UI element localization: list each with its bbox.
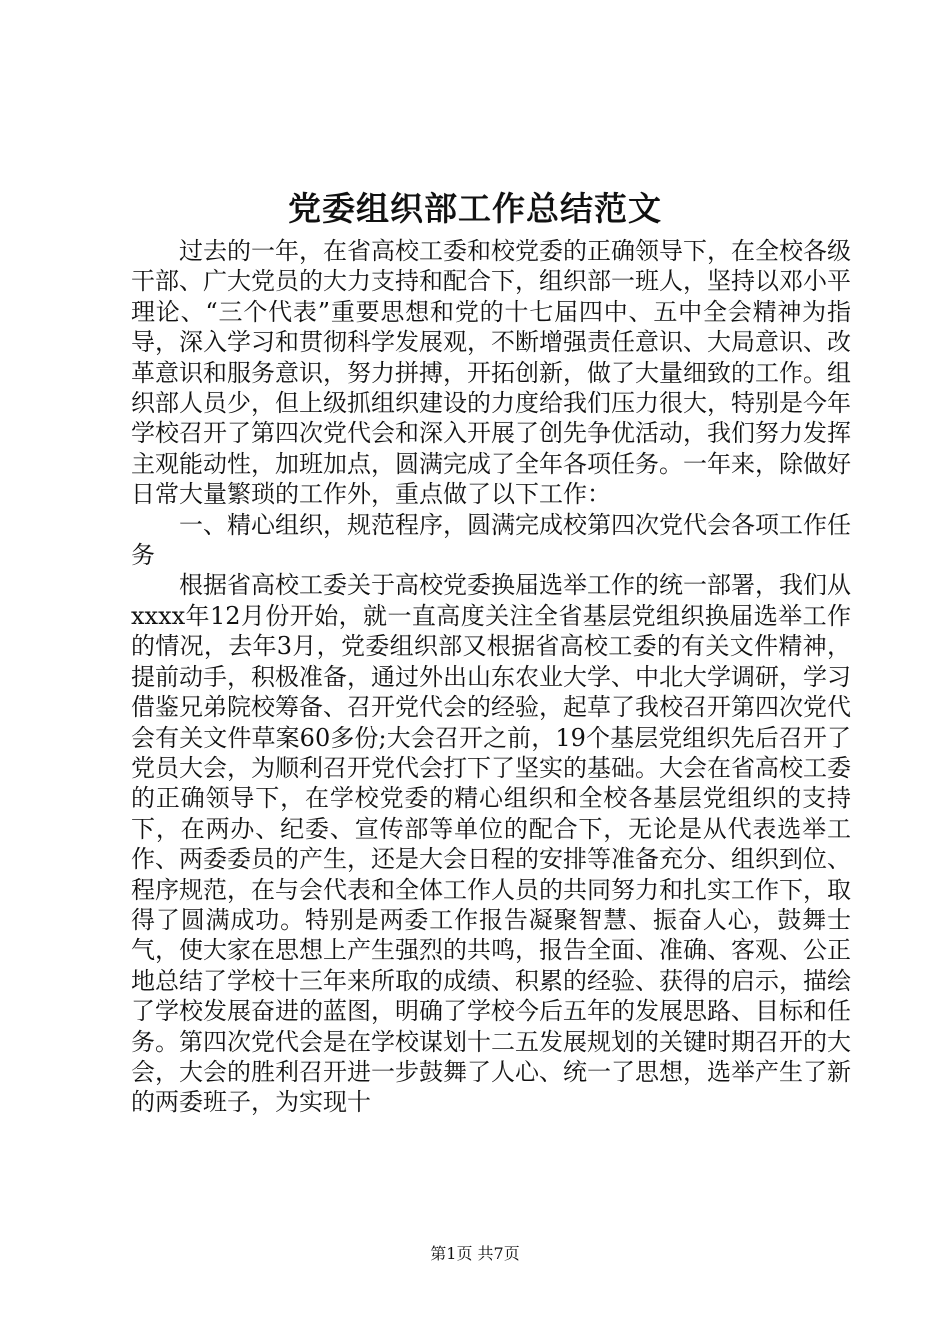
page-title: 党委组织部工作总结范文 <box>288 189 662 228</box>
section-heading-1: 一、精心组织，规范程序，圆满完成校第四次党代会各项工作任务 <box>131 510 851 570</box>
intro-paragraph: 过去的一年，在省高校工委和校党委的正确领导下，在全校各级干部、广大党员的大力支持和配合下，组织部一班人，坚持以邓小平理论、“三个代表”重要思想和党的十七届四中、五中全会精神为指导，深入学习和贯彻科学发展观，不断增强责任意识、大局意识、改革意识和服务意识，努力拼搏，开拓创新，做了大量细致的工作。组织部人员少，但上级抓组织建设的力度给我们压力很大，特别是今年学校召开了第四次党代会和深入开展了创先争优活动，我们努力发挥主观能动性，加班加点，圆满完成了全年各项任务。一年来，除做好日常大量繁琐的工作外，重点做了以下工作： <box>131 237 851 509</box>
document-body <box>131 236 851 1118</box>
page-footer: 第1页 共7页 <box>430 1244 520 1263</box>
section-paragraph-1: 根据省高校工委关于高校党委换届选举工作的统一部署，我们从xxxx年12月份开始，就一直高度关注全省基层党组织换届选举工作的情况，去年3月，党委组织部又根据省高校工委的有关文件精神，提前动手，积极准备，通过外出山东农业大学、中北大学调研，学习借鉴兄弟院校筹备、召开党代会的经验，起草了我校召开第四次党代会有关文件草案60多份;大会召开之前，19个基层党组织先后召开了党员大会，为顺利召开党代会打下了坚实的基础。大会在省高校工委的正确领导下，在学校党委的精心组织和全校各基层党组织的支持下，在两办、纪委、宣传部等单位的配合下，无论是从代表选举工作、两委委员的产生，还是大会日程的安排等准备充分、组织到位、程序规范，在与会代表和全体工作人员的共同努力和扎实工作下，取得了圆满成功。特别是两委工作报告凝聚智慧、振奋人心，鼓舞士气，使大家在思想上产生强烈的共鸣，报告全面、准确、客观、公正地总结了学校十三年来所取的成绩、积累的经验、获得的启示，描绘了学校发展奋进的蓝图，明确了学校今后五年的发展思路、目标和任务。第四次党代会是在学校谋划十二五发展规划的关键时期召开的大会，大会的胜利召开进一步鼓舞了人心、统一了思想，选举产生了新的两委班子，为实现十 <box>131 571 851 1117</box>
